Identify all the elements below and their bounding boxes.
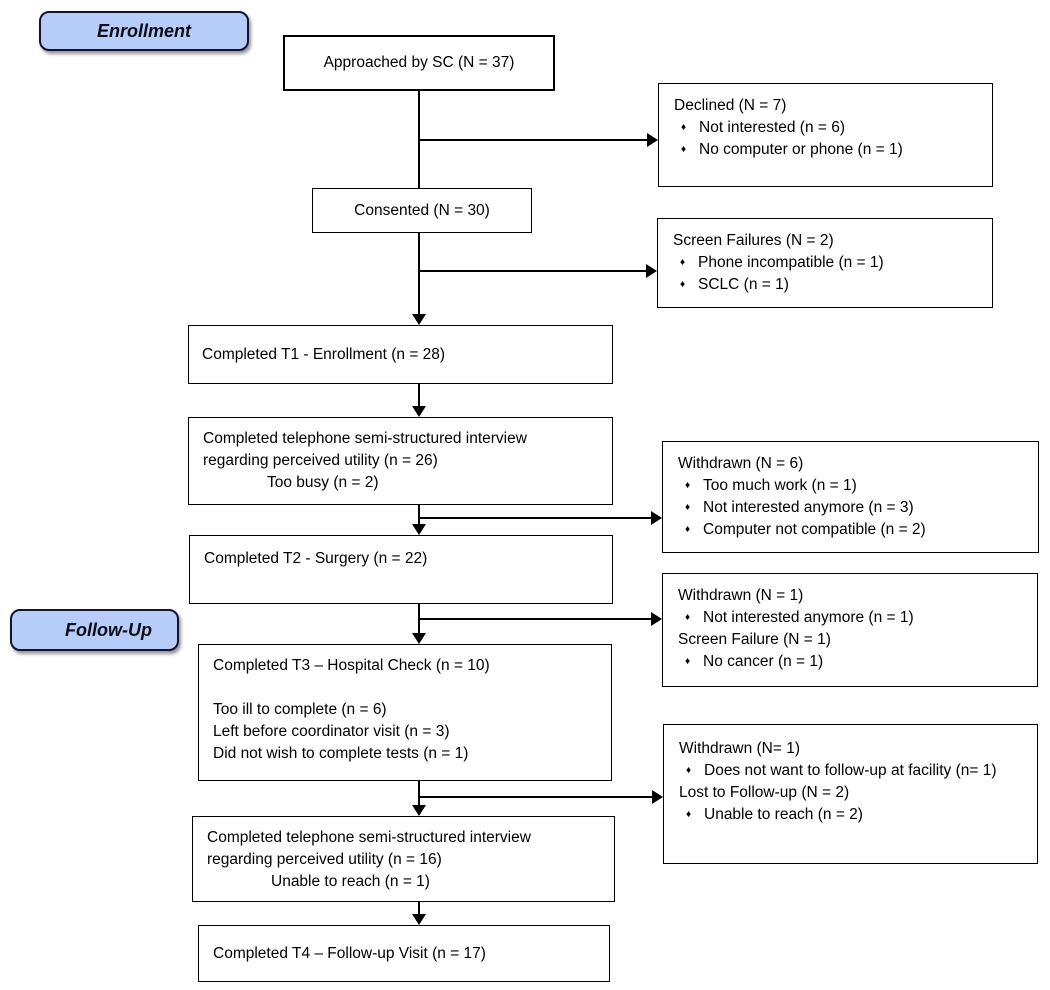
followup-stage-badge	[10, 609, 179, 651]
t4-text: Completed T4 – Follow-up Visit (n = 17)	[213, 944, 486, 962]
withdrawn-t2-title: Withdrawn (N = 6)	[678, 455, 804, 472]
bullet-diamond-icon: ♦	[685, 524, 691, 535]
withdrawn-t2-bullet-row	[678, 475, 1030, 497]
arrowhead-right-withdrawn-t2-icon	[651, 511, 662, 525]
t3-title: Completed T3 – Hospital Check (n = 10)	[213, 657, 490, 674]
connector-t1-interview1	[418, 384, 420, 406]
enrollment-stage-label: Enrollment	[96, 21, 191, 41]
t4-box	[198, 925, 610, 982]
bullet-diamond-icon: ♦	[686, 765, 692, 776]
approached-box	[283, 35, 555, 91]
declined-bullet: No computer or phone (n = 1)	[699, 141, 903, 158]
withdrawn-t4-bullet-row	[679, 760, 1029, 782]
bullet-diamond-icon: ♦	[686, 809, 692, 820]
screen-failures-bullet: Phone incompatible (n = 1)	[698, 254, 884, 271]
withdrawn-t3-bullet-row	[678, 607, 1029, 629]
t3-box	[198, 644, 612, 781]
enrollment-stage-badge	[39, 11, 249, 51]
withdrawn-t2-bullet-row	[678, 519, 1030, 541]
arrowhead-right-declined-icon	[647, 133, 658, 147]
arrowhead-right-withdrawn-t3-icon	[651, 612, 662, 626]
interview2-line2: regarding perceived utility (n = 16)	[207, 851, 442, 868]
withdrawn-t3-box	[662, 573, 1038, 687]
declined-box	[658, 83, 993, 187]
withdrawn-t2-bullet-row	[678, 497, 1030, 519]
t3-line: Did not wish to complete tests (n = 1)	[213, 745, 469, 762]
branch-screen-failures	[419, 270, 646, 272]
screen-failures-bullet-row	[673, 252, 984, 274]
declined-bullet-row	[674, 117, 984, 139]
interview1-box	[188, 417, 613, 505]
arrowhead-down-t4-icon	[412, 914, 426, 925]
consented-text: Consented (N = 30)	[354, 201, 490, 219]
withdrawn-t3-bullet-row	[678, 651, 1029, 673]
arrowhead-down-t2-icon	[412, 524, 426, 535]
branch-withdrawn-t4	[419, 796, 652, 798]
t2-box	[189, 535, 613, 604]
arrowhead-down-interview1-icon	[412, 406, 426, 417]
t3-line: Left before coordinator visit (n = 3)	[213, 723, 450, 740]
withdrawn-t2-bullet: Too much work (n = 1)	[703, 477, 857, 494]
approached-text: Approached by SC (N = 37)	[323, 54, 515, 71]
consented-box	[312, 188, 532, 233]
withdrawn-t2-bullet: Not interested anymore (n = 3)	[703, 499, 914, 516]
withdrawn-t4-bullet: Unable to reach (n = 2)	[704, 806, 863, 823]
bullet-diamond-icon: ♦	[680, 257, 686, 268]
withdrawn-t3-bullet: Not interested anymore (n = 1)	[703, 609, 914, 626]
bullet-diamond-icon: ♦	[681, 144, 687, 155]
declined-bullet-row	[674, 139, 984, 161]
withdrawn-t4-box	[663, 724, 1038, 864]
t1-box	[188, 325, 613, 384]
withdrawn-t3-subtitle: Screen Failure (N = 1)	[678, 631, 831, 648]
followup-stage-label: Follow-Up	[65, 620, 152, 640]
withdrawn-t4-bullet-row	[679, 804, 1029, 826]
arrowhead-down-interview2-icon	[412, 805, 426, 816]
branch-withdrawn-t3	[419, 618, 651, 620]
declined-title: Declined (N = 7)	[674, 97, 787, 114]
connector-consented-t1	[418, 232, 420, 314]
bullet-diamond-icon: ♦	[685, 656, 691, 667]
bullet-diamond-icon: ♦	[685, 480, 691, 491]
arrowhead-right-withdrawn-t4-icon	[652, 790, 663, 804]
withdrawn-t4-title: Withdrawn (N= 1)	[679, 740, 801, 757]
interview2-box	[192, 816, 615, 902]
connector-interview1-t2	[418, 505, 420, 524]
interview1-line2: regarding perceived utility (n = 26)	[203, 452, 438, 469]
branch-declined	[419, 139, 647, 141]
interview1-indented: Too busy (n = 2)	[267, 474, 379, 491]
withdrawn-t3-bullet: No cancer (n = 1)	[703, 653, 824, 670]
t1-text: Completed T1 - Enrollment (n = 28)	[202, 345, 446, 363]
screen-failures-title: Screen Failures (N = 2)	[673, 232, 834, 249]
arrowhead-down-t3-icon	[412, 633, 426, 644]
withdrawn-t2-bullet: Computer not compatible (n = 2)	[703, 521, 926, 538]
arrowhead-down-t1-icon	[412, 314, 426, 325]
screen-failures-bullet: SCLC (n = 1)	[698, 276, 789, 293]
bullet-diamond-icon: ♦	[680, 279, 686, 290]
declined-bullet: Not interested (n = 6)	[699, 119, 846, 136]
withdrawn-t3-title: Withdrawn (N = 1)	[678, 587, 804, 604]
interview2-line1: Completed telephone semi-structured interview	[207, 829, 531, 846]
t3-line: Too ill to complete (n = 6)	[213, 701, 387, 718]
screen-failures-box	[657, 218, 993, 308]
bullet-diamond-icon: ♦	[685, 502, 691, 513]
withdrawn-t2-box	[662, 441, 1039, 553]
connector-t3-interview2	[418, 781, 420, 805]
bullet-diamond-icon: ♦	[681, 122, 687, 133]
arrowhead-right-screen-failures-icon	[646, 264, 657, 278]
connector-interview2-t4	[418, 902, 420, 914]
t2-text: Completed T2 - Surgery (n = 22)	[204, 550, 428, 567]
bullet-diamond-icon: ♦	[685, 612, 691, 623]
screen-failures-bullet-row	[673, 274, 984, 296]
withdrawn-t4-bullet: Does not want to follow-up at facility (n= 1)	[704, 762, 997, 779]
withdrawn-t4-subtitle: Lost to Follow-up (N = 2)	[679, 784, 850, 801]
branch-withdrawn-t2	[419, 517, 651, 519]
interview1-line1: Completed telephone semi-structured interview	[203, 430, 527, 447]
interview2-indented: Unable to reach (n = 1)	[271, 873, 430, 890]
